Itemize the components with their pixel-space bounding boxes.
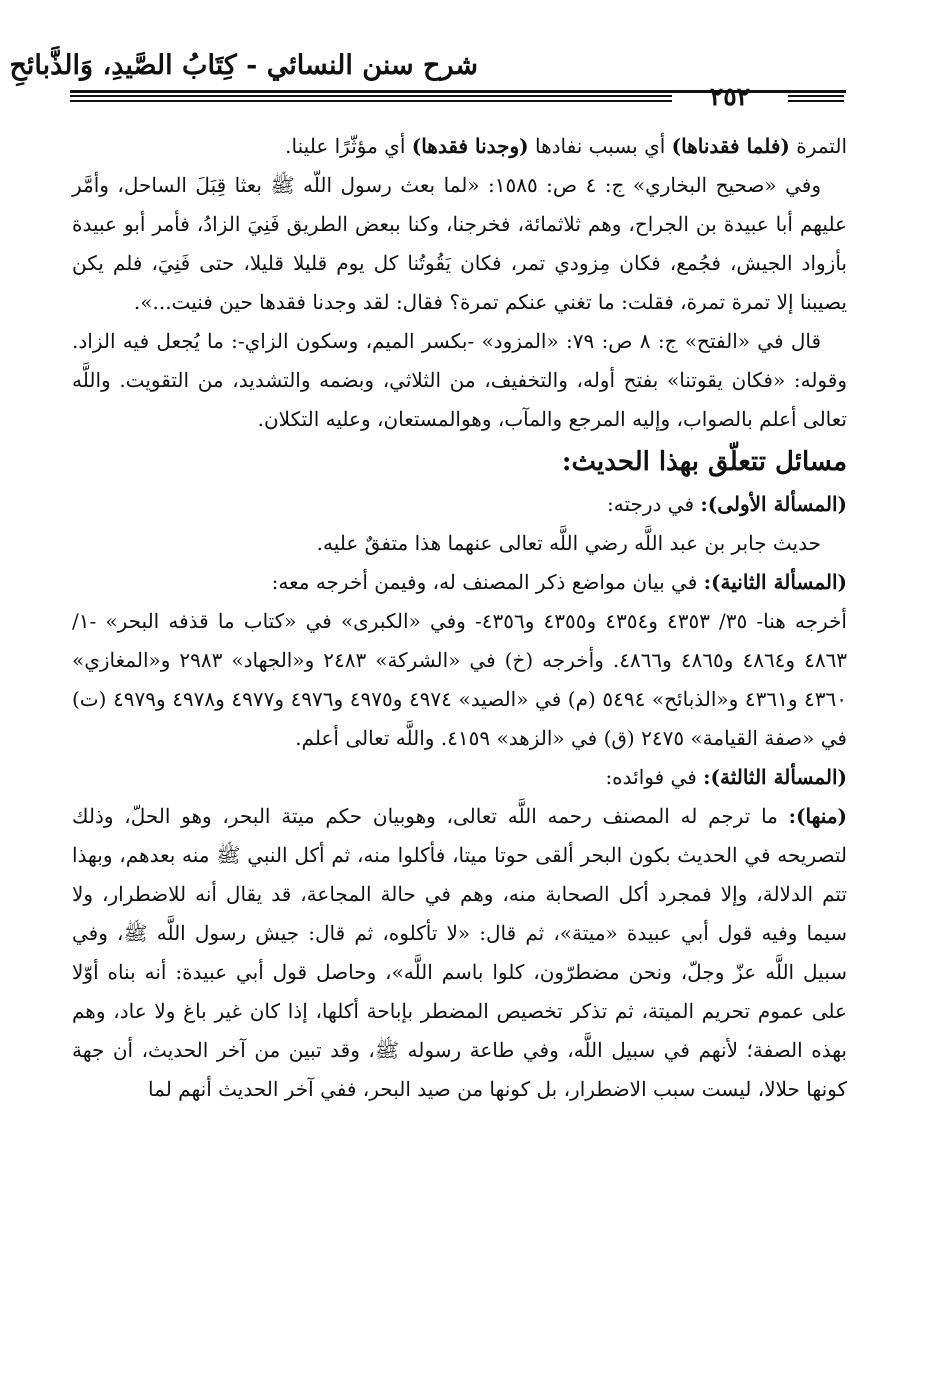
header-double-rule-right xyxy=(788,95,844,102)
paragraph-1 xyxy=(72,127,847,166)
paragraph-1-end: أي مؤثّرًا علينا. xyxy=(285,134,412,158)
quoted-phrase-2: (وجدنا فقدها) xyxy=(411,134,529,158)
issue-2-body: أخرجه هنا- ٣٥/ ٤٣٥٣ و٤٣٥٤ و٤٣٥٥ و٤٣٥٦- وفي «الكبرى» في «كتاب ما قذفه البحر» -١/ ٤٨٦٣ و٤٨٦٤ و٤٨٦٥ و٤٨٦٦. وأخرجه (خ) في «الشركة» ٢٤٨٣ و«الجهاد» ٢٩٨٣ و«المغازي» ٤٣٦٠ و٤٣٦١ و«الذبائح» ٥٤٩٤ (م) في «الصيد» ٤٩٧٤ و٤٩٧٥ و٤٩٧٦ و٤٩٧٧ و٤٩٧٨ و٤٩٧٩ (ت) في «صفة القيامة» ٢٤٧٥ (ق) في «الزهد» ٤١٥٩. واللَّه تعالى أعلم. xyxy=(72,609,848,750)
quoted-phrase-1: (فلما فقدناها) xyxy=(671,134,790,158)
header-double-rule-left xyxy=(70,95,672,102)
issue-2-text: في بيان مواضع ذكر المصنف له، وفيمن أخرجه معه: xyxy=(271,570,704,594)
issue-3-heading xyxy=(72,758,847,797)
running-header-title: شرح سنن النسائي - كِتَابُ الصَّيدِ، وَالذَّبائحِ xyxy=(9,50,478,81)
issue-3-text: في فوائده: xyxy=(605,765,704,789)
issue-3-body-label: (منها): xyxy=(788,804,847,828)
paragraph-fath-commentary: قال في «الفتح» ج: ٨ ص: ٧٩: «المزود» -بكسر الميم، وسكون الزاي-: ما يُجعل فيه الزاد. وقوله: «فكان يقوتنا» بفتح أوله، والتخفيف، من الثلاثي، وبضمه والتشديد، من التقويت. واللَّه تعالى أعلم بالصواب، وإليه المرجع والمآب، وهوالمستعان، وعليه التكلان. xyxy=(72,329,847,431)
page-body xyxy=(72,127,847,1109)
issue-1-label: (المسألة الأولى): xyxy=(700,492,847,516)
issue-1-body: حديث جابر بن عبد اللَّه رضي اللَّه تعالى عنهما هذا متفقٌ عليه. xyxy=(316,531,821,555)
issue-1-text: في درجته: xyxy=(607,492,701,516)
paragraph-1-lead: التمرة xyxy=(789,134,847,158)
issue-3-body-text: ما ترجم له المصنف رحمه اللَّه تعالى، وهوبيان حكم ميتة البحر، وهو الحلّ، وذلك لتصريحه في الحديث بكون البحر ألقى حوتا ميتا، فأكلوا منه، ثم أكل النبي ﷺ منه بعدهم، وبهذا تتم الدلالة، وإلا فمجرد أكل الصحابة منه، وهم في حالة المجاعة، قد يقال أنه للاضطرار، ولا سيما وفيه قول أبي عبيدة «ميتة»، ثم قال: «لا تأكلوه، ثم قال: جيش رسول اللَّه ﷺ، وفي سبيل اللَّه عزّ وجلّ، ونحن مضطرّون، كلوا باسم اللَّه»، وحاصل قول أبي عبيدة: أنه بناه أوّلا على عموم تحريم الميتة، ثم تذكر تخصيص المضطر بإباحة أكلها، إذا كان غير باغ ولا عاد، وهم بهذه الصفة؛ لأنهم في سبيل اللَّه، وفي طاعة رسوله ﷺ، وقد تبين من آخر الحديث، أن جهة كونها حلالا، ليست سبب الاضطرار، بل كونها من صيد البحر، ففي آخر الحديث أنهم لما xyxy=(72,804,847,1101)
page-number: ٢٥٢ xyxy=(709,82,751,111)
issue-3-body xyxy=(72,797,847,1109)
issue-3-label: (المسألة الثالثة): xyxy=(703,765,847,789)
issue-2-label: (المسألة الثانية): xyxy=(703,570,847,594)
issue-2-heading xyxy=(72,563,847,602)
section-title: مسائل تتعلّق بهذا الحديث: xyxy=(561,447,847,477)
paragraph-1-middle: أي بسبب نفادها xyxy=(528,134,672,158)
paragraph-bukhari-quote: وفي «صحيح البخاري» ج: ٤ ص: ١٥٨٥: «لما بعث رسول اللّه ﷺ بعثا قِبَلَ الساحل، وأمَّر عليهم أبا عبيدة بن الجراح، وهم ثلاثمائة، فخرجنا، وكنا ببعض الطريق فَنِيَ الزادُ، فأمر أبو عبيدة بأزواد الجيش، فجُمع، فكان مِزودي تمر، فكان يَقُوتُنا كل يوم قليلا قليلا، حتى فَنِيَ، فلم يكن يصيبنا إلا تمرة تمرة، فقلت: ما تغني عنكم تمرة؟ فقال: لقد وجدنا فقدها حين فنيت...». xyxy=(72,173,847,314)
issue-1-heading xyxy=(72,485,847,524)
